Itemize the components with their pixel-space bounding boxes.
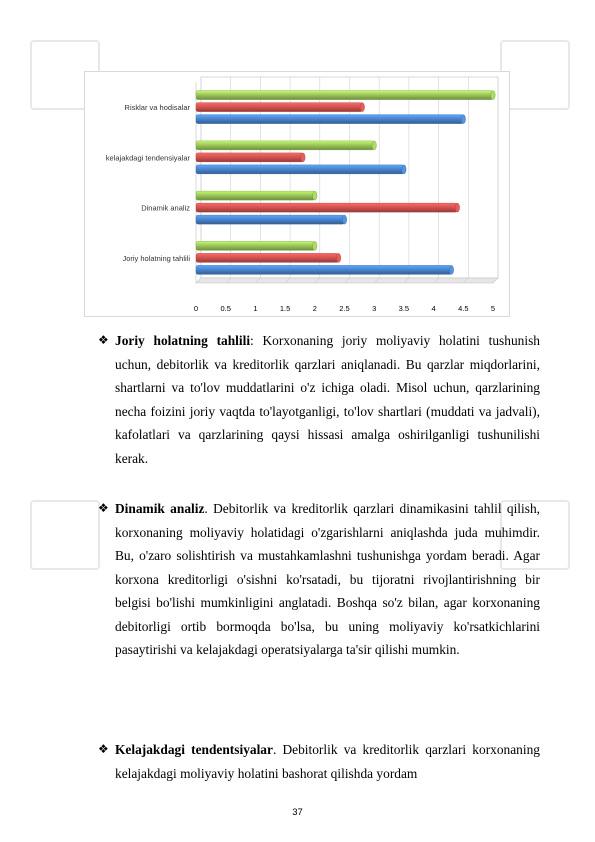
chart-svg bbox=[85, 72, 511, 318]
category-label: Dinamik analiz bbox=[141, 203, 190, 213]
bar bbox=[196, 115, 463, 124]
category-label: Joriy holatning tahlili bbox=[122, 253, 190, 263]
bar-cap bbox=[449, 265, 453, 274]
section-text: . Debitorlik va kreditorlik qarzlari dinamikasini tahlil qilish, korxonaning moliyaviy holatidagi o'zgarishlarni aniqlashda juda muhimdir. Bu, o'zaro solishtirish va mustahkamlashni tushunishga yordam beradi. Agar korxona kreditorligi o'sishni ko'rsatadi, bu tijoratni rivojlantirishning bir belgisi bo'lishi mumkinligini anglatadi. Boshqa so'z bilan, agar korxonaning debitorligi ortib bormoqda bo'lsa, bu uning moliyaviy ko'rsatkichlarini pasaytirishi va kelajakdagi operatsiyalarga ta'sir qilishi mumkin. bbox=[115, 501, 540, 657]
section-kelajak bbox=[98, 738, 540, 785]
page-number: 37 bbox=[292, 807, 303, 818]
diamond-bullet-icon: ❖ bbox=[98, 501, 109, 515]
bar-cap bbox=[342, 215, 346, 224]
x-tick-label: 1 bbox=[253, 304, 258, 313]
x-tick-label: 4 bbox=[431, 304, 436, 313]
bar-cap bbox=[455, 203, 459, 212]
bar bbox=[196, 165, 404, 174]
bar-cap bbox=[313, 191, 317, 200]
paragraph bbox=[98, 329, 540, 470]
x-tick-label: 2.5 bbox=[339, 304, 350, 313]
category-label: kelajakdagi tendensiyalar bbox=[105, 153, 190, 163]
bar bbox=[196, 203, 457, 212]
bar bbox=[196, 153, 303, 162]
bar bbox=[196, 103, 362, 112]
bar-cap bbox=[313, 241, 317, 250]
diamond-bullet-icon: ❖ bbox=[98, 333, 109, 347]
section-text: . Debitorlik va kreditorlik qarzlari korxonaning kelajakdagi moliyaviy holatini bashorat qilishda yordam bbox=[115, 742, 540, 781]
x-tick-label: 4.5 bbox=[458, 304, 469, 313]
bar bbox=[196, 191, 315, 200]
bar bbox=[196, 141, 374, 150]
section-term: Kelajakdagi tendentsiyalar bbox=[115, 742, 273, 757]
watermark-frame bbox=[30, 500, 100, 570]
section-joriy bbox=[98, 329, 540, 470]
section-term: Joriy holatning tahlili bbox=[115, 333, 251, 348]
x-tick-label: 3 bbox=[372, 304, 377, 313]
x-tick-label: 5 bbox=[490, 304, 496, 313]
section-dinamik bbox=[98, 497, 540, 662]
bar-cap bbox=[402, 165, 406, 174]
bar bbox=[196, 215, 345, 224]
bar bbox=[196, 91, 493, 100]
bar-cap bbox=[301, 153, 305, 162]
bar-chart bbox=[84, 71, 510, 317]
bar-cap bbox=[360, 103, 364, 112]
x-tick-label: 3.5 bbox=[398, 304, 410, 313]
bar-cap bbox=[491, 91, 495, 100]
bar bbox=[196, 265, 451, 274]
bar-cap bbox=[336, 253, 340, 262]
x-tick-label: 1.5 bbox=[279, 304, 291, 313]
bar-cap bbox=[372, 141, 376, 150]
x-tick-label: 2 bbox=[312, 304, 317, 313]
section-text: : Korxonaning joriy moliyaviy holatini tushunish uchun, debitorlik va kreditorlik qarzlari aniqlanadi. Bu qarzlar miqdorlarini, shartlarni va to'lov muddatlarini o'z ichiga oladi. Misol uchun, qarzlarining necha foizini joriy vaqtda to'layotganligi, to'lov shartlari (muddati va jadvali), kafolatlari va qarzlarining qaysi hissasi amalga oshirilganligi tushunilishi kerak. bbox=[115, 333, 540, 466]
diamond-bullet-icon: ❖ bbox=[98, 742, 109, 756]
bar bbox=[196, 241, 315, 250]
x-tick-label: 0 bbox=[193, 304, 199, 313]
paragraph bbox=[98, 497, 540, 662]
section-term: Dinamik analiz bbox=[115, 501, 205, 516]
category-label: Risklar va hodisalar bbox=[124, 103, 190, 113]
paragraph bbox=[98, 738, 540, 785]
bar bbox=[196, 253, 339, 262]
x-tick-label: 0.5 bbox=[220, 304, 231, 313]
bar-cap bbox=[461, 115, 465, 124]
